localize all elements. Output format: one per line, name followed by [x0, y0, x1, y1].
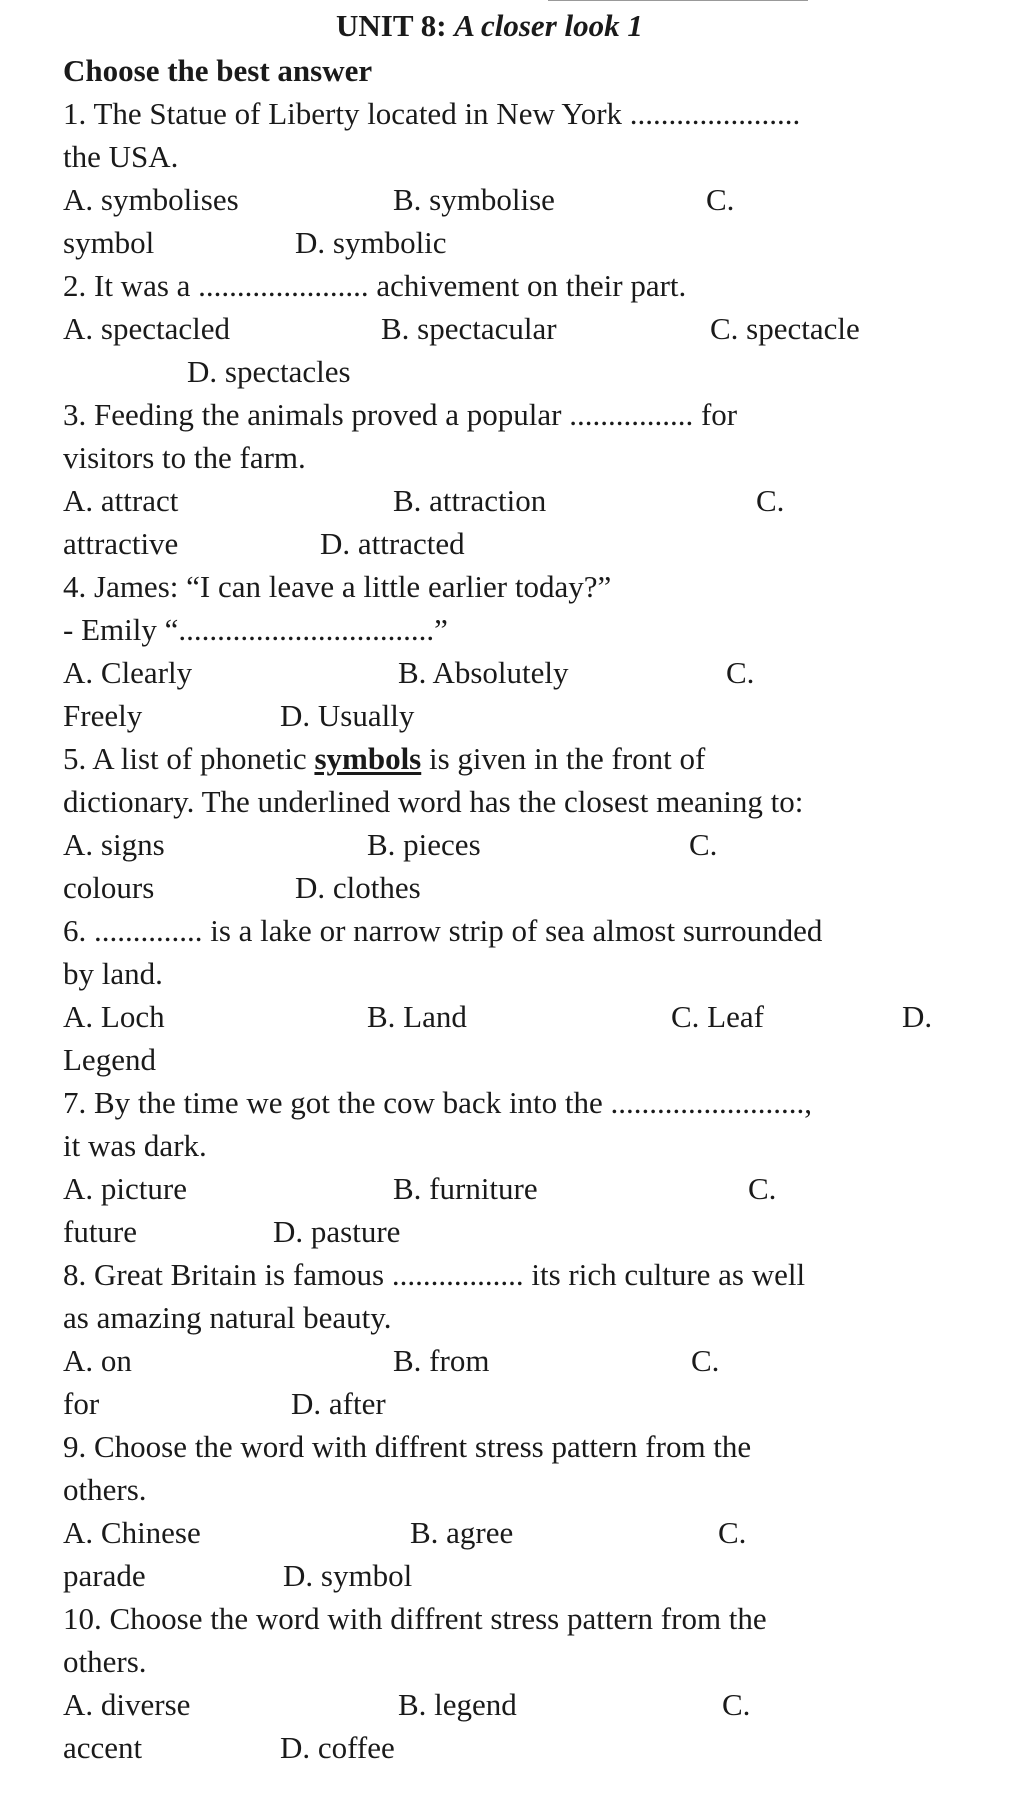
question-7-option-c-text: future	[63, 1214, 138, 1249]
question-9-option-a: A. Chinese	[63, 1515, 201, 1550]
question-9-option-b: B. agree	[410, 1515, 514, 1550]
question-9-line-1: 9. Choose the word with diffrent stress pattern from the	[63, 1429, 752, 1464]
page-title: UNIT 8: A closer look 1	[336, 8, 643, 43]
question-6-option-d: D.	[902, 999, 933, 1034]
question-9-option-d: D. symbol	[283, 1558, 413, 1593]
question-3-option-d: D. attracted	[320, 526, 465, 561]
question-7-option-b: B. furniture	[393, 1171, 538, 1206]
question-8-option-c-text: for	[63, 1386, 100, 1421]
question-7-line-1: 7. By the time we got the cow back into the .........................,	[63, 1085, 813, 1120]
question-4-option-d: D. Usually	[280, 698, 415, 733]
question-4-option-a: A. Clearly	[63, 655, 193, 690]
question-2-option-c: C. spectacle	[710, 311, 860, 346]
underlined-word: symbols	[314, 741, 422, 776]
question-6-option-b: B. Land	[367, 999, 467, 1034]
question-6-option-a: A. Loch	[63, 999, 165, 1034]
question-3-option-b: B. attraction	[393, 483, 547, 518]
question-5-option-c-text: colours	[63, 870, 155, 905]
section-heading: Choose the best answer	[63, 53, 373, 88]
question-9-option-c-text: parade	[63, 1558, 146, 1593]
question-5-line-2: dictionary. The underlined word has the closest meaning to:	[63, 784, 804, 819]
question-5-option-d: D. clothes	[295, 870, 421, 905]
question-1-line-2: the USA.	[63, 139, 179, 174]
question-3-option-a: A. attract	[63, 483, 179, 518]
question-6-option-d-text: Legend	[63, 1042, 156, 1077]
question-5-option-a: A. signs	[63, 827, 165, 862]
question-3-option-c: C.	[756, 483, 785, 518]
question-1-option-a: A. symbolises	[63, 182, 239, 217]
question-7-option-d: D. pasture	[273, 1214, 401, 1249]
question-8-option-a: A. on	[63, 1343, 132, 1378]
question-9-line-2: others.	[63, 1472, 147, 1507]
question-10-option-c: C.	[722, 1687, 751, 1722]
question-4-line-2: - Emily “.................................”	[63, 612, 448, 647]
question-8-option-d: D. after	[291, 1386, 386, 1421]
question-2-option-b: B. spectacular	[381, 311, 557, 346]
question-10-option-a: A. diverse	[63, 1687, 191, 1722]
question-1-option-b: B. symbolise	[393, 182, 555, 217]
question-4-option-c: C.	[726, 655, 755, 690]
question-2-option-d: D. spectacles	[187, 354, 351, 389]
question-1-option-d: D. symbolic	[295, 225, 447, 260]
question-6-line-2: by land.	[63, 956, 163, 991]
question-2-line-1: 2. It was a ...................... achivement on their part.	[63, 268, 687, 303]
question-10-line-1: 10. Choose the word with diffrent stress pattern from the	[63, 1601, 767, 1636]
question-8-line-1: 8. Great Britain is famous ................. its rich culture as well	[63, 1257, 806, 1292]
question-8-line-2: as amazing natural beauty.	[63, 1300, 392, 1335]
question-5-line-1: 5. A list of phonetic symbols is given in the front of	[63, 741, 706, 776]
question-4-option-c-text: Freely	[63, 698, 143, 733]
question-3-option-c-text: attractive	[63, 526, 179, 561]
question-10-option-d: D. coffee	[280, 1730, 395, 1765]
question-4-line-1: 4. James: “I can leave a little earlier today?”	[63, 569, 612, 604]
question-10-option-b: B. legend	[398, 1687, 517, 1722]
question-6-option-c: C. Leaf	[671, 999, 764, 1034]
question-2-option-a: A. spectacled	[63, 311, 230, 346]
question-1-line-1: 1. The Statue of Liberty located in New York ......................	[63, 96, 801, 131]
question-6-line-1: 6. .............. is a lake or narrow strip of sea almost surrounded	[63, 913, 823, 948]
question-3-line-1: 3. Feeding the animals proved a popular ................ for	[63, 397, 738, 432]
question-7-line-2: it was dark.	[63, 1128, 207, 1163]
question-4-option-b: B. Absolutely	[398, 655, 569, 690]
question-3-line-2: visitors to the farm.	[63, 440, 306, 475]
question-8-option-b: B. from	[393, 1343, 490, 1378]
question-5-option-c: C.	[689, 827, 718, 862]
question-9-option-c: C.	[718, 1515, 747, 1550]
question-5-option-b: B. pieces	[367, 827, 481, 862]
question-10-line-2: others.	[63, 1644, 147, 1679]
question-7-option-a: A. picture	[63, 1171, 187, 1206]
question-8-option-c: C.	[691, 1343, 720, 1378]
question-1-option-c: C.	[706, 182, 735, 217]
question-1-option-c-text: symbol	[63, 225, 155, 260]
question-10-option-c-text: accent	[63, 1730, 143, 1765]
question-7-option-c: C.	[748, 1171, 777, 1206]
